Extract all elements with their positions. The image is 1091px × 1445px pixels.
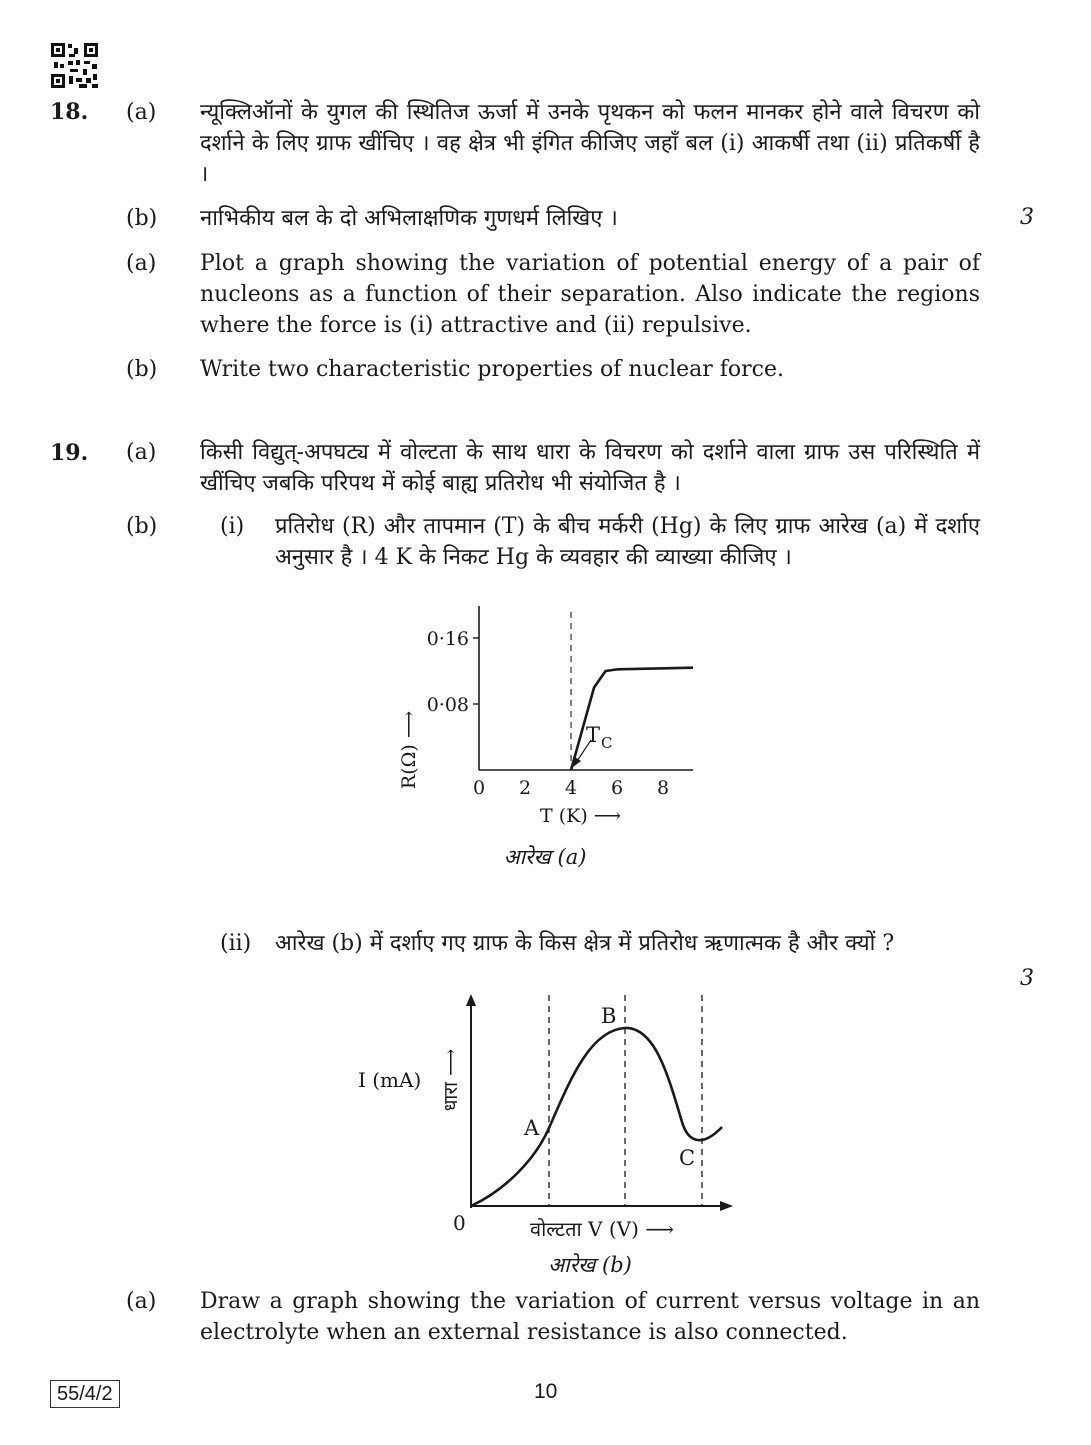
q19-b-ii-hindi-text: आरेख (b) में दर्शाए गए ग्राफ के किस क्षेत्र में प्रतिरोध ऋणात्मक है और क्यों ? bbox=[275, 931, 895, 956]
chart-b-ylabel-left: I (mA) bbox=[358, 1068, 422, 1092]
q19-b-label: (b) bbox=[126, 514, 158, 539]
chart-b-xlabel: वोल्टता V (V) ⟶ bbox=[530, 1217, 674, 1241]
q18-b-english-text: Write two characteristic properties of nuclear force. bbox=[200, 357, 784, 382]
q19-b-i-hindi-text: प्रतिरोध (R) और तापमान (T) के बीच मर्करी (Hg) के लिए ग्राफ आरेख (a) में दर्शाए अनुसार है । 4 K के निकट Hg के व्यवहार की व्याख्या कीजिए । bbox=[275, 514, 980, 570]
q18-b-label: (b) bbox=[126, 206, 158, 231]
chart-b-x-axis-arrow bbox=[720, 1201, 733, 1211]
chart-b-current-vs-voltage bbox=[350, 990, 750, 1285]
chart-b-y-axis-arrow bbox=[466, 994, 476, 1006]
q19-b-ii-label: (ii) bbox=[220, 931, 252, 956]
chart-b-curve bbox=[471, 1028, 722, 1206]
chart-a-x-tick-label: 2 bbox=[518, 777, 532, 799]
q18-a-label: (a) bbox=[126, 100, 157, 125]
chart-a-y-tick-label: 0·08 bbox=[426, 694, 469, 716]
question-number-18: 18. bbox=[50, 99, 89, 125]
q18-a-english-label: (a) bbox=[126, 251, 157, 276]
q19-a-english-text: Draw a graph showing the variation of current versus voltage in an electrolyte when an external resistance is also connected. bbox=[200, 1289, 980, 1345]
chart-b-point-c-label: C bbox=[679, 1146, 696, 1170]
chart-a-xlabel: T (K) ⟶ bbox=[540, 805, 622, 827]
q18-a-hindi-text: न्यूक्लिऑनों के युगल की स्थितिज ऊर्जा में उनके पृथकन को फलन मानकर होने वाले विचरण को दर्शाने के लिए ग्राफ खींचिए । वह क्षेत्र भी इंगित कीजिए जहाँ बल (i) आकर्षी तथा (ii) प्रतिकर्षी है । bbox=[200, 100, 980, 187]
chart-a-ylabel: R(Ω) ⟶ bbox=[398, 710, 420, 790]
paper-code-box: 55/4/2 bbox=[50, 1380, 120, 1408]
q18-a-english-text: Plot a graph showing the variation of potential energy of a pair of nucleons as a function of their separation. Also indicate the regions where the force is (i) attractive and (ii) repulsive. bbox=[200, 251, 980, 338]
chart-a-tc-label: T bbox=[586, 723, 601, 747]
q19-a-label: (a) bbox=[126, 440, 157, 465]
q19-a-english-label: (a) bbox=[126, 1289, 157, 1314]
chart-a-x-tick-label: 8 bbox=[657, 777, 670, 799]
qr-code bbox=[50, 42, 100, 90]
chart-b-point-a-label: A bbox=[524, 1116, 540, 1140]
chart-a-caption: आरेख (a) bbox=[503, 845, 587, 869]
chart-a-x-tick-label: 0 bbox=[472, 777, 486, 799]
chart-a-tc-subscript: C bbox=[601, 734, 613, 752]
chart-a-x-tick-label: 6 bbox=[611, 777, 624, 799]
q18-b-english-label: (b) bbox=[126, 357, 158, 382]
q19-a-hindi-text: किसी विद्युत्-अपघट्य में वोल्टता के साथ धारा के विचरण को दर्शाने वाला ग्राफ उस परिस्थिति में खींचिए जबकि परिपथ में कोई बाह्य प्रतिरोध भी संयोजित है । bbox=[200, 440, 980, 496]
chart-b-origin-label: 0 bbox=[453, 1211, 466, 1235]
q18-marks: 3 bbox=[1020, 205, 1034, 230]
page-number: 10 bbox=[534, 1380, 558, 1403]
chart-a-resistance-vs-temperature bbox=[380, 600, 720, 880]
chart-a-curve bbox=[571, 668, 693, 770]
q18-b-hindi-text: नाभिकीय बल के दो अभिलाक्षणिक गुणधर्म लिखिए । bbox=[200, 206, 618, 231]
q19-marks: 3 bbox=[1020, 966, 1034, 991]
chart-b-point-b-label: B bbox=[601, 1004, 617, 1028]
chart-a-x-tick-label: 4 bbox=[564, 777, 578, 799]
chart-b-ylabel-rotated: धारा ⟶ bbox=[440, 1048, 462, 1112]
q19-b-i-label: (i) bbox=[220, 514, 245, 539]
chart-b-caption: आरेख (b) bbox=[548, 1253, 632, 1277]
chart-a-y-tick-label: 0·16 bbox=[426, 628, 469, 650]
question-number-19: 19. bbox=[50, 440, 89, 466]
